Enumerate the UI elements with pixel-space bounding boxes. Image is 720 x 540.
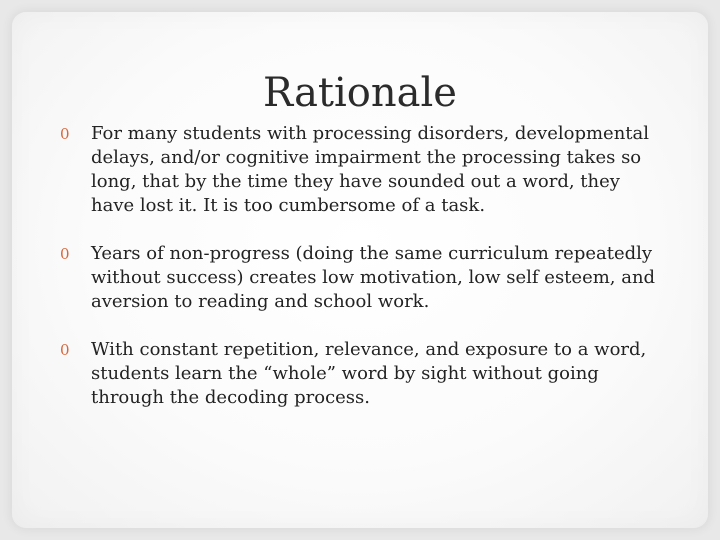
bullet-item bbox=[60, 122, 660, 218]
bullet-marker: 0 bbox=[60, 125, 70, 143]
bullet-text: With constant repetition, relevance, and exposure to a word, students learn the “whole” word by sight without going through the decoding process. bbox=[91, 339, 647, 408]
slide-title: Rationale bbox=[263, 70, 457, 116]
bullet-item bbox=[60, 242, 660, 314]
bullet-marker: 0 bbox=[60, 341, 70, 359]
bullet-item bbox=[60, 338, 660, 410]
bullet-text: For many students with processing disorders, developmental delays, and/or cognitive impairment the processing takes so long, that by the time they have sounded out a word, they have lost it. It is too cumbersome of a task. bbox=[91, 123, 650, 216]
bullet-marker: 0 bbox=[60, 245, 70, 263]
bullet-list bbox=[60, 122, 660, 434]
bullet-text: Years of non-progress (doing the same curriculum repeatedly without success) creates low motivation, low self esteem, and aversion to reading and school work. bbox=[91, 243, 656, 312]
